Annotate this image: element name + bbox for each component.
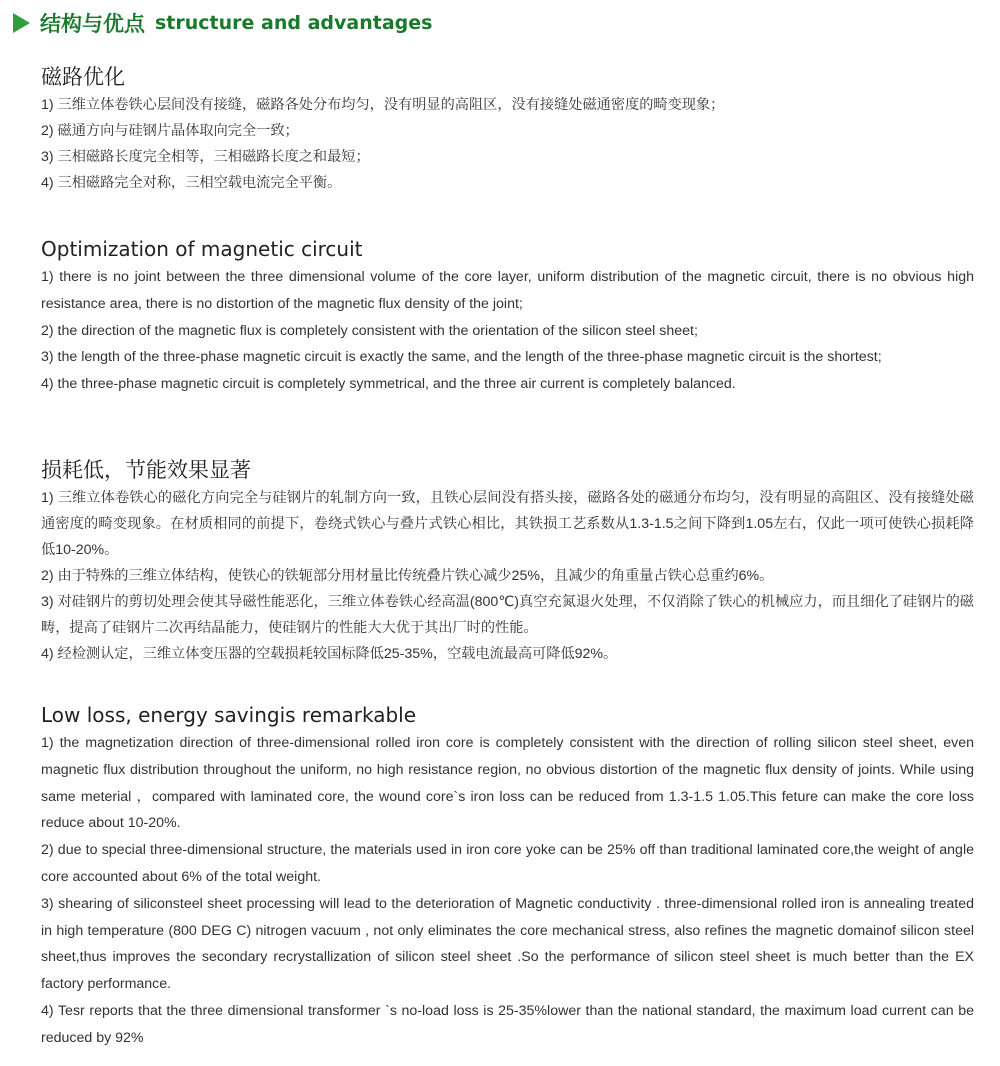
paragraph: 1) 三维立体卷铁心层间没有接缝，磁路各处分布均匀，没有明显的高阻区，没有接缝处磁通密度的畸变现象； [41, 97, 725, 113]
paragraph: 1) there is no joint between the three dimensional volume of the core layer, uniform distribution of the magnetic circuit, there is no obvious high resistance area, there is no distortion of the magnetic flux density of the joint; [41, 269, 974, 312]
section-title: Optimization of magnetic circuit [41, 237, 363, 261]
paragraph: 4) 经检测认定，三维立体变压器的空载损耗较国标降低25-35%，空载电流最高可降低92%。 [41, 646, 618, 662]
section-low-loss-en [41, 700, 974, 1052]
paragraph: 1) the magnetization direction of three-dimensional rolled iron core is completely consistent with the direction of rolling silicon steel sheet, even magnetic flux distribution throughout the uniform, no high resistance region, no obvious distortion of the magnetic flux density of joints. While using same meterial ，compared with laminated core, the wound core`s iron loss can be reduced from 1.3-1.5 1.05.This feture can make the core loss reduce about 10-20%. [41, 735, 974, 832]
page-title-cn: 结构与优点 [40, 12, 145, 36]
section-title: 损耗低，节能效果显著 [41, 458, 251, 482]
paragraph: 2) the direction of the magnetic flux is completely consistent with the orientation of the silicon steel sheet; [41, 322, 698, 339]
section-title: 磁路优化 [41, 65, 125, 89]
section-magnetic-circuit-en [41, 234, 974, 398]
page-title-en: structure and advantages [155, 12, 433, 34]
paragraph: 1) 三维立体卷铁心的磁化方向完全与硅钢片的轧制方向一致，且铁心层间没有搭头接，磁路各处的磁通分布均匀，没有明显的高阻区、没有接缝处磁通密度的畸变现象。在材质相同的前提下，卷绕式铁心与叠片式铁心相比，其铁损工艺系数从1.3-1.5之间下降到1.05左右，仅此一项可使铁心损耗降低10-20%。 [41, 490, 974, 558]
paragraph: 4) the three-phase magnetic circuit is completely symmetrical, and the three air current is completely balanced. [41, 376, 736, 393]
paragraph: 3) 对硅钢片的剪切处理会使其导磁性能恶化，三维立体卷铁心经高温(800℃)真空充氮退火处理，不仅消除了铁心的机械应力，而且细化了硅钢片的磁畴，提高了硅钢片二次再结晶能力，使硅钢片的性能大大优于其出厂时的性能。 [41, 594, 974, 636]
paragraph: 2) 磁通方向与硅钢片晶体取向完全一致； [41, 123, 299, 139]
section-title: Low loss, energy savingis remarkable [41, 703, 416, 727]
paragraph: 3) the length of the three-phase magnetic circuit is exactly the same, and the length of the three-phase magnetic circuit is the shortest; [41, 349, 882, 366]
paragraph: 3) shearing of siliconsteel sheet processing will lead to the deterioration of Magnetic conductivity . three-dimensional rolled iron is annealing treated in high temperature (800 DEG C) nitrogen vacuum , not only eliminates the core mechanical stress, also refines the magnetic domainof silicon steel sheet,thus improves the secondary recrystallization of silicon steel sheet .So the performance of silicon steel sheet is much better than the EX factory performance. [41, 895, 974, 993]
section-low-loss-cn [41, 455, 974, 667]
section-magnetic-circuit-cn [41, 62, 974, 196]
paragraph: 2) due to special three-dimensional structure, the materials used in iron core yoke can be 25% off than traditional laminated core,the weight of angle core accounted about 6% of the total weight. [41, 842, 974, 885]
paragraph: 4) Tesr reports that the three dimensional transformer `s no-load loss is 25-35%lower than the national standard, the maximum load current can be reduced by 92% [41, 1002, 974, 1046]
paragraph: 3) 三相磁路长度完全相等，三相磁路长度之和最短； [41, 149, 370, 165]
play-triangle-icon [13, 13, 30, 33]
paragraph: 4) 三相磁路完全对称，三相空载电流完全平衡。 [41, 175, 342, 191]
paragraph: 2) 由于特殊的三维立体结构，使铁心的铁轭部分用材量比传统叠片铁心减少25%，且减少的角重量占铁心总重约6%。 [41, 568, 774, 584]
page-header [0, 6, 432, 40]
